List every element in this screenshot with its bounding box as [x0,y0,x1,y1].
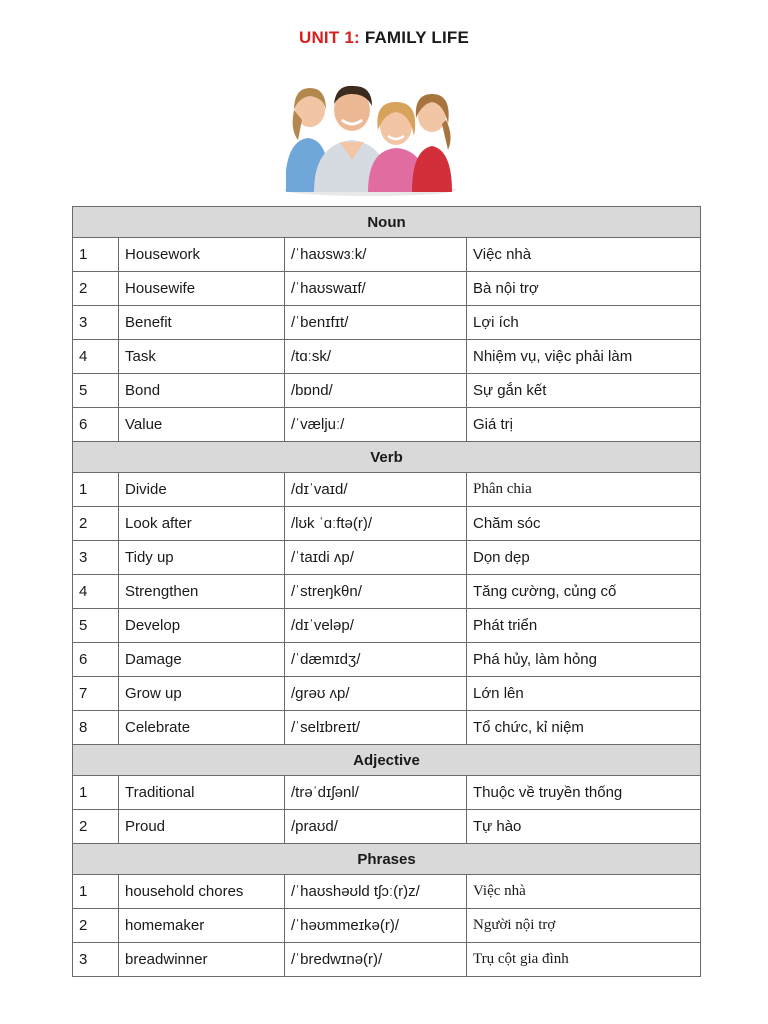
row-number: 5 [73,609,119,643]
row-number: 7 [73,677,119,711]
vocab-word: Damage [119,643,285,677]
vocab-word: household chores [119,875,285,909]
meaning: Lợi ích [467,306,701,340]
row-number: 1 [73,875,119,909]
meaning: Lớn lên [467,677,701,711]
vocab-word: Housework [119,238,285,272]
pronunciation: /tɑːsk/ [285,340,467,374]
vocab-word: Benefit [119,306,285,340]
vocab-word: Celebrate [119,711,285,745]
pronunciation: /dɪˈvaɪd/ [285,473,467,507]
table-row [73,643,701,677]
row-number: 2 [73,507,119,541]
meaning: Phát triển [467,609,701,643]
vocabulary-table [72,206,701,977]
vocab-word: Value [119,408,285,442]
row-number: 4 [73,340,119,374]
table-row [73,408,701,442]
vocab-word: Divide [119,473,285,507]
table-row [73,943,701,977]
meaning: Nhiệm vụ, việc phải làm [467,340,701,374]
pronunciation: /trəˈdɪʃənl/ [285,776,467,810]
pronunciation: /ˈtaɪdi ʌp/ [285,541,467,575]
table-row [73,272,701,306]
meaning: Tổ chức, kỉ niệm [467,711,701,745]
pronunciation: /ˈvæljuː/ [285,408,467,442]
section-title: Noun [73,207,701,238]
row-number: 4 [73,575,119,609]
pronunciation: /ˈbredwɪnə(r)/ [285,943,467,977]
pronunciation: /ˈselɪbreɪt/ [285,711,467,745]
pronunciation: /ˈhaʊswɜːk/ [285,238,467,272]
table-row [73,677,701,711]
row-number: 6 [73,408,119,442]
section-header-noun [73,207,701,238]
pronunciation: /ˈbenɪfɪt/ [285,306,467,340]
row-number: 6 [73,643,119,677]
row-number: 5 [73,374,119,408]
row-number: 1 [73,776,119,810]
section-header-verb [73,442,701,473]
pronunciation: /dɪˈveləp/ [285,609,467,643]
title-separator: : [354,28,360,47]
family-photo [280,80,458,196]
page-title [0,28,768,48]
table-row [73,541,701,575]
pronunciation: /ˈdæmɪdʒ/ [285,643,467,677]
pronunciation: /ɡrəʊ ʌp/ [285,677,467,711]
section-title: Phrases [73,844,701,875]
pronunciation: /praʊd/ [285,810,467,844]
table-row [73,340,701,374]
row-number: 3 [73,306,119,340]
table-row [73,909,701,943]
table-row [73,473,701,507]
vocab-word: Tidy up [119,541,285,575]
vocab-word: breadwinner [119,943,285,977]
meaning: Giá trị [467,408,701,442]
row-number: 2 [73,810,119,844]
vocab-word: Bond [119,374,285,408]
row-number: 2 [73,272,119,306]
girl-right [412,94,452,192]
vocab-word: Task [119,340,285,374]
meaning: Trụ cột gia đình [467,943,701,977]
unit-label: UNIT 1 [298,28,355,47]
vocab-word: Look after [119,507,285,541]
meaning: Việc nhà [467,238,701,272]
vocab-word: Proud [119,810,285,844]
vocab-word: Strengthen [119,575,285,609]
table-row [73,609,701,643]
row-number: 2 [73,909,119,943]
meaning: Tăng cường, củng cố [467,575,701,609]
table-row [73,306,701,340]
meaning: Phân chia [467,473,701,507]
meaning: Người nội trợ [467,909,701,943]
section-header-phrases [73,844,701,875]
meaning: Thuộc về truyền thống [467,776,701,810]
vocab-word: Grow up [119,677,285,711]
table-row [73,875,701,909]
row-number: 1 [73,238,119,272]
section-title: Verb [73,442,701,473]
pronunciation: /ˈhəʊmmeɪkə(r)/ [285,909,467,943]
row-number: 1 [73,473,119,507]
meaning: Bà nội trợ [467,272,701,306]
meaning: Tự hào [467,810,701,844]
row-number: 3 [73,943,119,977]
row-number: 8 [73,711,119,745]
table-row [73,238,701,272]
meaning: Việc nhà [467,875,701,909]
table-row [73,507,701,541]
vocab-word: Traditional [119,776,285,810]
section-header-adjective [73,745,701,776]
table-row [73,776,701,810]
pronunciation: /ˈhaʊshəʊld tʃɔː(r)z/ [285,875,467,909]
pronunciation: /lʊk ˈɑːftə(r)/ [285,507,467,541]
section-title: Adjective [73,745,701,776]
pronunciation: /ˈhaʊswaɪf/ [285,272,467,306]
table-row [73,810,701,844]
pronunciation: /bɒnd/ [285,374,467,408]
meaning: Phá hủy, làm hỏng [467,643,701,677]
table-row [73,575,701,609]
table-row [73,711,701,745]
table-row [73,374,701,408]
vocab-word: Housewife [119,272,285,306]
meaning: Chăm sóc [467,507,701,541]
vocab-word: Develop [119,609,285,643]
meaning: Dọn dẹp [467,541,701,575]
meaning: Sự gắn kết [467,374,701,408]
pronunciation: /ˈstreŋkθn/ [285,575,467,609]
vocab-word: homemaker [119,909,285,943]
row-number: 3 [73,541,119,575]
unit-name: FAMILY LIFE [359,28,470,47]
